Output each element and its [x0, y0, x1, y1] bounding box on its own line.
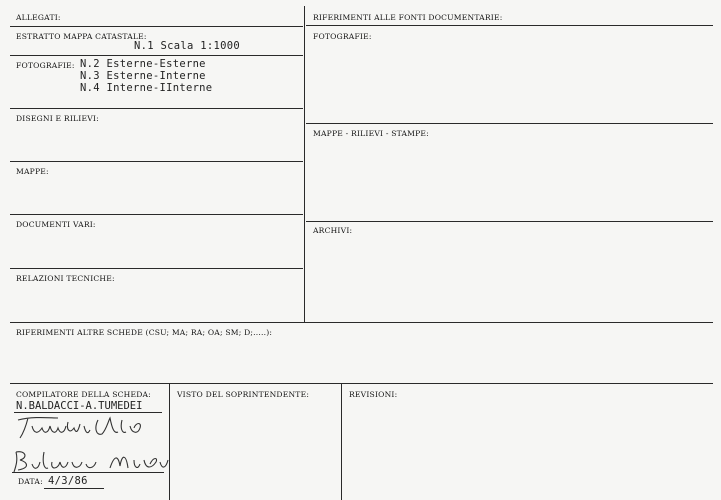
rule-right-after-mappe — [306, 221, 713, 222]
compilatore-value: N.BALDACCI-A.TUMEDEI — [16, 400, 143, 412]
altre-schede-label: RIFERIMENTI ALTRE SCHEDE (CSU; MA; RA; OA; SM; D;.....): — [16, 328, 273, 337]
foto-line-2: N.3 Esterne-Interne — [80, 70, 206, 82]
allegati-label: ALLEGATI: — [16, 13, 61, 22]
disegni-label: DISEGNI E RILIEVI: — [16, 114, 99, 123]
data-label: DATA: — [18, 477, 43, 486]
footer-divider-1 — [169, 384, 170, 500]
fotografie-label: FOTOGRAFIE: — [16, 61, 75, 70]
riferimenti-label: RIFERIMENTI ALLE FONTI DOCUMENTARIE: — [313, 13, 503, 22]
data-underline — [44, 488, 104, 489]
signature-baldacci — [10, 446, 170, 474]
top-rule-left — [10, 26, 303, 27]
signature-tumedei — [14, 412, 154, 442]
revisioni-label: REVISIONI: — [349, 390, 398, 399]
rule-after-fotografie — [10, 108, 303, 109]
rule-after-estratto — [10, 55, 303, 56]
right-mappe-label: MAPPE - RILIEVI - STAMPE: — [313, 129, 429, 138]
rule-after-documenti — [10, 268, 303, 269]
archivi-label: ARCHIVI: — [313, 226, 353, 235]
rule-after-disegni — [10, 161, 303, 162]
rule-after-mappe — [10, 214, 303, 215]
rule-before-footer — [10, 383, 713, 384]
foto-line-1: N.2 Esterne-Esterne — [80, 58, 206, 70]
footer-divider-2 — [341, 384, 342, 500]
estratto-value: N.1 Scala 1:1000 — [134, 40, 240, 52]
estratto-label: ESTRATTO MAPPA CATASTALE: — [16, 32, 147, 41]
foto-line-3: N.4 Interne-IInterne — [80, 82, 213, 94]
right-fotografie-label: FOTOGRAFIE: — [313, 32, 372, 41]
relazioni-label: RELAZIONI TECNICHE: — [16, 274, 115, 283]
rule-right-after-foto — [306, 123, 713, 124]
top-rule-right — [306, 25, 713, 26]
data-value: 4/3/86 — [48, 475, 88, 487]
compilatore-label: COMPILATORE DELLA SCHEDA: — [16, 390, 151, 399]
vertical-divider — [304, 6, 305, 323]
signature-underline — [12, 472, 164, 473]
documenti-label: DOCUMENTI VARI: — [16, 220, 96, 229]
visto-label: VISTO DEL SOPRINTENDENTE: — [177, 390, 310, 399]
mappe-label: MAPPE: — [16, 167, 49, 176]
rule-before-altre — [10, 322, 713, 323]
